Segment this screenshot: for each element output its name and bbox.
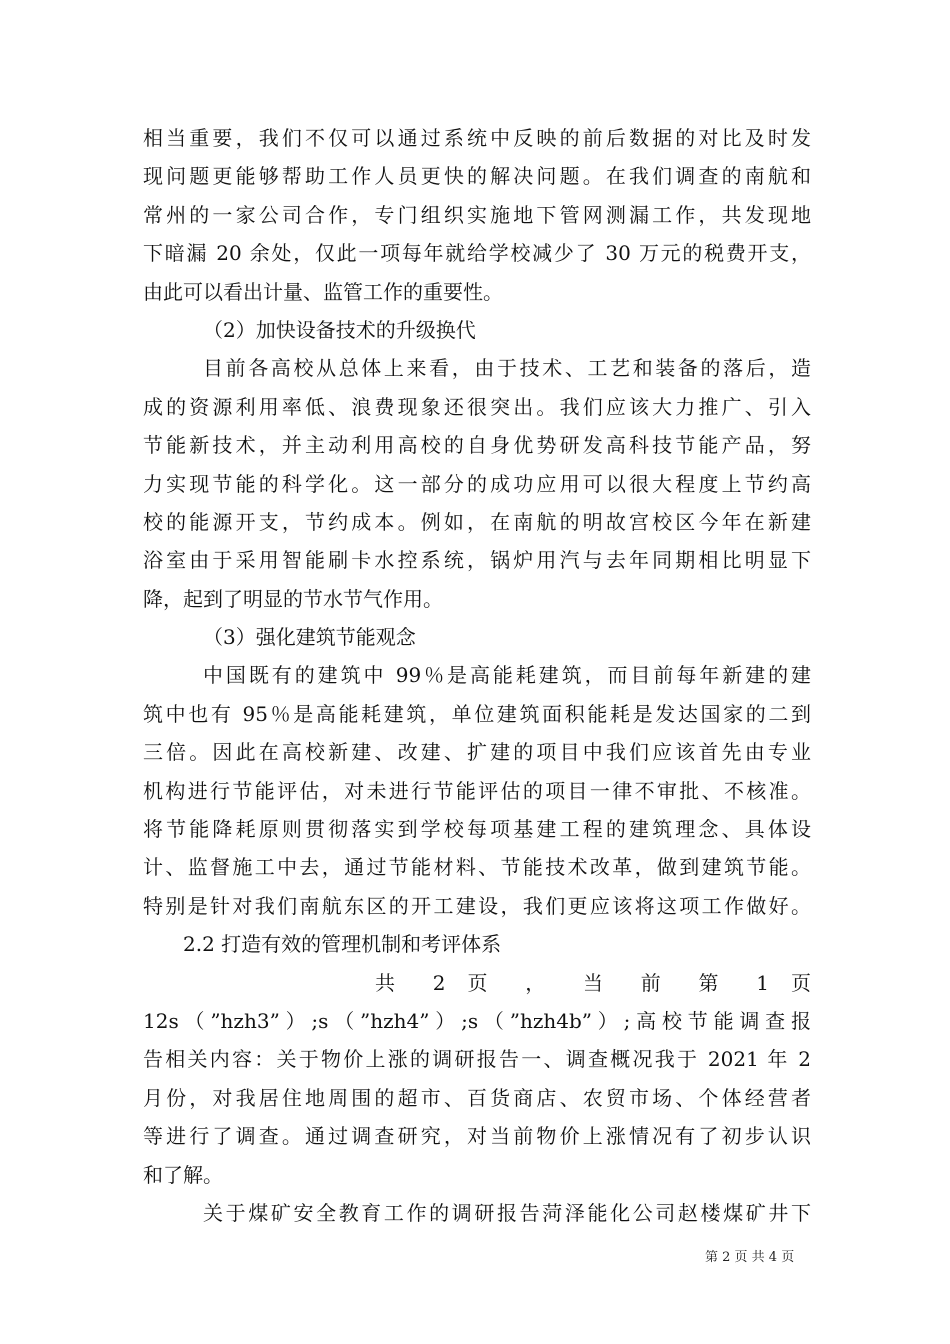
section-heading: （2）加快设备技术的升级换代 (203, 317, 476, 342)
paragraph-line: 三倍。因此在高校新建、改建、扩建的项目中我们应该首先由专业 (143, 740, 811, 765)
paragraph-line: 由此可以看出计量、监管工作的重要性。 (143, 279, 503, 304)
paragraph-line: 关于煤矿安全教育工作的调研报告菏泽能化公司赵楼煤矿井下 (203, 1200, 811, 1225)
paragraph-line: 计、监督施工中去，通过节能材料、节能技术改革，做到建筑节能。 (143, 855, 811, 880)
paragraph-line: 筑中也有 95％是高能耗建筑，单位建筑面积能耗是发达国家的二到 (143, 701, 811, 726)
paragraph-line: 中国既有的建筑中 99％是高能耗建筑，而目前每年新建的建 (203, 663, 811, 688)
paragraph-line: 告相关内容：关于物价上涨的调研报告一、调查概况我于 2021 年 2 (143, 1047, 811, 1072)
paragraph-line: 降，起到了明显的节水节气作用。 (143, 586, 443, 611)
paragraph-line: 节能新技术，并主动利用高校的自身优势研发高科技节能产品，努 (143, 433, 811, 458)
section-heading: （3）强化建筑节能观念 (203, 625, 416, 650)
page-counter-line: 共 2 页 ， 当 前 第 1 页 (375, 970, 811, 995)
paragraph-line: 浴室由于采用智能刷卡水控系统，锅炉用汽与去年同期相比明显下 (143, 548, 811, 573)
paragraph-line: 特别是针对我们南航东区的开工建设，我们更应该将这项工作做好。 (143, 893, 811, 918)
paragraph-line: 机构进行节能评估，对未进行节能评估的项目一律不审批、不核准。 (143, 778, 811, 803)
paragraph-line: 月份，对我居住地周围的超市、百货商店、农贸市场、个体经营者 (143, 1085, 811, 1110)
paragraph-line: 相当重要，我们不仅可以通过系统中反映的前后数据的对比及时发 (143, 126, 811, 150)
paragraph-line: 校的能源开支，节约成本。例如，在南航的明故宫校区今年在新建 (143, 509, 811, 534)
document-body (143, 119, 811, 1232)
paragraph-line: 和了解。 (143, 1162, 223, 1187)
page-footer: 第 2 页 共 4 页 (705, 1250, 795, 1265)
paragraph-line: 成的资源利用率低、浪费现象还很突出。我们应该大力推广、引入 (143, 394, 811, 419)
paragraph-line: 常州的一家公司合作，专门组织实施地下管网测漏工作，共发现地 (143, 202, 811, 227)
section-heading: 2.2 打造有效的管理机制和考评体系 (183, 932, 502, 957)
paragraph-line: 力实现节能的科学化。这一部分的成功应用可以很大程度上节约高 (143, 471, 811, 496)
paragraph-line: 12s（”hzh3”）;s（”hzh4”）;s（”hzh4b”）;高校节能调查报 (143, 1008, 811, 1033)
paragraph-line: 等进行了调查。通过调查研究，对当前物价上涨情况有了初步认识 (143, 1124, 811, 1149)
paragraph-line: 目前各高校从总体上来看，由于技术、工艺和装备的落后，造 (203, 356, 811, 381)
paragraph-line: 现问题更能够帮助工作人员更快的解决问题。在我们调查的南航和 (143, 164, 811, 189)
paragraph-line: 将节能降耗原则贯彻落实到学校每项基建工程的建筑理念、具体设 (143, 817, 811, 842)
paragraph-line: 下暗漏 20 余处，仅此一项每年就给学校减少了 30 万元的税费开支， (143, 241, 811, 266)
